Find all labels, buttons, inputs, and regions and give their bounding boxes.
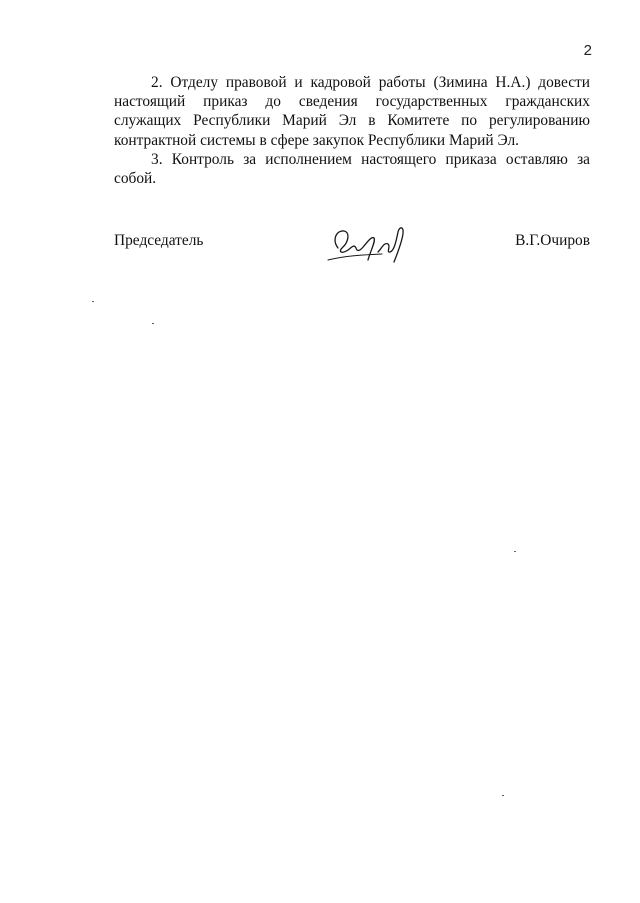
signature-block — [114, 222, 590, 272]
page-number: 2 — [583, 42, 592, 59]
handwritten-signature — [324, 222, 420, 268]
signatory-title: Председатель — [114, 232, 204, 249]
scan-speck — [502, 795, 504, 796]
body-text — [114, 73, 590, 188]
paragraph-2: 2. Отделу правовой и кадровой работы (Зимина Н.А.) довести настоящий приказ до сведения государственных гражданских служащих Республики Марий Эл в Комитете по регулированию контрактной системы в сфере закупок Республики Марий Эл. — [114, 74, 590, 149]
paragraph-3: 3. Контроль за исполнением настоящего приказа оставляю за собой. — [114, 150, 590, 188]
scan-speck — [92, 301, 94, 302]
signatory-name: В.Г.Очиров — [515, 232, 590, 249]
scan-speck — [514, 551, 516, 552]
scan-speck — [152, 323, 154, 324]
